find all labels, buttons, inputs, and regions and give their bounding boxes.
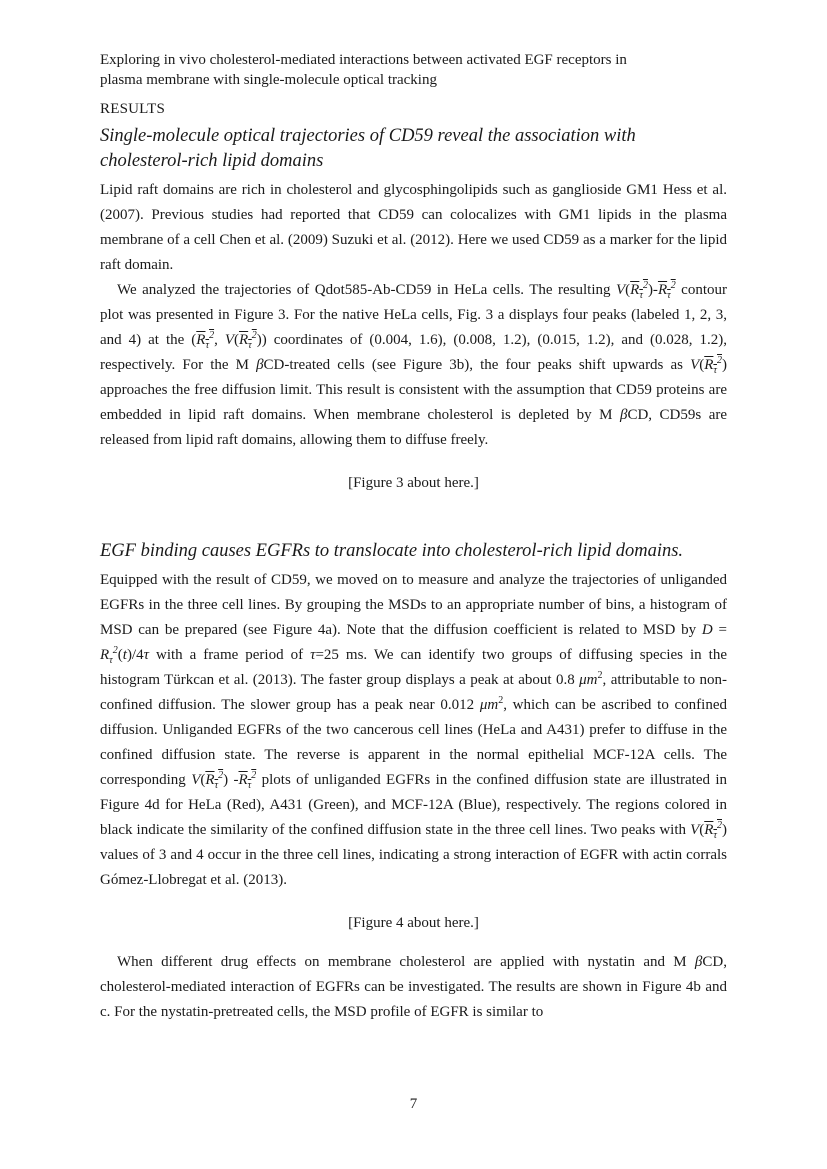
text-run: CD, CD59s are released from lipid raft domains, allowing them to diffuse freely. <box>100 407 727 448</box>
math-beta: β <box>256 357 264 373</box>
text-run: plots of unliganded EGFRs in the confined diffusion state are illustrated in Figure 4d for HeLa (Red), A431 (Green), and MCF-12A (Blue), respectively. The regions colored in black indicate the similarity of the confined diffusion state in the three cell lines. Two peaks with <box>100 772 728 838</box>
subsection-title-line1: Single-molecule optical trajectories of CD59 reveal the association with <box>100 126 636 146</box>
math-v: V <box>690 357 700 373</box>
math-unit: μm <box>479 697 499 713</box>
math-tau: τ <box>143 647 149 663</box>
text-run: We analyzed the trajectories of Qdot585-Ab-CD59 in HeLa cells. The resulting <box>117 282 616 298</box>
text-run: values of 3 and 4 occur in the three cell lines, indicating a strong interaction of EGFR with actin corrals Gómez-Llobregat et al. (2013). <box>100 847 727 888</box>
figure-3-placeholder: [Figure 3 about here.] <box>348 475 479 491</box>
text-run: with a frame period of <box>148 647 311 663</box>
math-beta: β <box>619 407 628 423</box>
math-r: $R_\tau^2$ <box>205 770 224 791</box>
text-run: , attributable to non-confined diffusion. The slower group has a peak near 0.012 <box>100 672 727 713</box>
paragraph-lipid-raft: Lipid raft domains are rich in cholesterol and glycosphingolipids such as ganglioside GM1 Hess et al. (2007). Previous studies had reported that CD59 can colocalizes with GM1 lipids in the plasma membrane of a cell Chen et al. (2009) Suzuki et al. (2012). Here we used CD59 as a marker for the lipid raft domain. <box>100 182 727 273</box>
math-r: $R_\tau^2$ <box>196 330 215 351</box>
figure-4-placeholder: [Figure 4 about here.] <box>348 915 479 931</box>
paragraph-egfr-trajectories: Equipped with the result of CD59, we moved on to measure and analyze the trajectories of unliganded EGFRs in the three cell lines. By grouping the MSDs to an appropriate number of bins, a histogram of MSD can be prepared (see Figure 4a). Note that the diffusion coefficient is related to MSD by $D = R_\tau^2(t)/4\tau$ with a frame period of τ=25 ms. We can identify two groups of diffusing species in the histogram Türkcan et al. (2013). The faster group displays a peak at about 0.8 $\mu m^2$, attributable to non-confined diffusion. The slower group has a peak near 0.012 $\mu m^2$, which can be ascribed to confined diffusion. Unliganded EGFRs of the two cancerous cell lines (HeLa and A431) prefer to diffuse in the confined diffusion state. The reverse is apparent in the normal epithelial MCF-12A cells. The corresponding $V(R_\tau^2)$ $-R_\tau^2$ plots of unliganded EGFRs in the confined diffusion state are illustrated in Figure 4d for HeLa (Red), A431 (Green), and MCF-12A (Blue), respectively. The regions colored in black indicate the similarity of the confined diffusion state in the three cell lines. Two peaks with $V(R_\tau^2)$ values of 3 and 4 occur in the three cell lines, indicating a strong interaction of EGFR with actin corrals Gómez-Llobregat et al. (2013). <box>100 572 728 888</box>
math-v: V <box>224 332 234 348</box>
math-v: V <box>191 772 201 788</box>
page-number: 7 <box>409 1096 418 1112</box>
math-r: $R_\tau^2$ <box>704 355 722 376</box>
text-run: contour plot was presented in Figure 3. For the native HeLa cells, Fig. 3 a displays four peaks (labeled 1, 2, 3, and 4) at the <box>100 282 727 348</box>
text-run: When different drug effects on membrane cholesterol are applied with nystatin and M <box>117 954 695 970</box>
math-beta: β <box>694 954 703 970</box>
running-title-line1: Exploring in vivo cholesterol-mediated interactions between activated EGF receptors in <box>100 52 627 68</box>
running-title <box>100 50 727 90</box>
math-diffusion-eq: D <box>701 622 713 638</box>
subsection-title-cd59 <box>100 124 727 174</box>
math-v-r-vs-r: V <box>616 282 626 298</box>
math-t: t <box>122 647 127 663</box>
math-r: $R_\tau^2$ <box>630 280 648 301</box>
section-title: RESULTS <box>100 101 166 117</box>
text-run: coordinates of (0.004, 1.6), (0.008, 1.2), (0.015, 1.2), and (0.028, 1.2), respectively. For the M <box>100 332 727 373</box>
math-r: $R_\tau^2$ <box>704 820 722 841</box>
math-v: V <box>690 822 700 838</box>
text-run: Equipped with the result of CD59, we moved on to measure and analyze the trajectories of unliganded EGFRs in the three cell lines. By grouping the MSDs to an appropriate number of bins, a histogram of MSD can be prepared (see Figure 4a). Note that the diffusion coefficient is related to MSD by <box>100 572 727 638</box>
text-run: CD, cholesterol-mediated interaction of EGFRs can be investigated. The results are shown in Figure 4b and c. For the nystatin-pretreated cells, the MSD profile of EGFR is similar to <box>100 954 727 1020</box>
text-run: , which can be ascribed to confined diffusion. Unliganded EGFRs of the two cancerous cell lines (HeLa and A431) prefer to diffuse in the confined diffusion state. The reverse is apparent in the normal epithelial MCF-12A cells. The corresponding <box>100 697 728 788</box>
math-r: $R_\tau^2$ <box>238 770 257 791</box>
math-r: $R_\tau^2$ <box>100 645 118 666</box>
subsection-title-line2: cholesterol-rich lipid domains <box>100 151 324 171</box>
math-r: $R_\tau^2$ <box>238 330 257 351</box>
math-unit: μm <box>579 672 598 688</box>
math-r: $R_\tau^2$ <box>657 280 676 301</box>
subsection-title-egf: EGF binding causes EGFRs to translocate into cholesterol-rich lipid domains. <box>100 541 684 561</box>
page <box>100 50 727 1025</box>
text-run: =25 ms. We can identify two groups of diffusing species in the histogram Türkcan et al. (2013). The faster group displays a peak at about 0.8 <box>100 647 727 688</box>
running-title-line2: plasma membrane with single-molecule optical tracking <box>100 72 437 88</box>
text-run: CD-treated cells (see Figure 3b), the four peaks shift upwards as <box>263 357 691 373</box>
paragraph-cd59-trajectories: We analyzed the trajectories of Qdot585-Ab-CD59 in HeLa cells. The resulting $V(R_\tau^2)-R_\tau^2$ contour plot was presented in Figure 3. For the native HeLa cells, Fig. 3 a displays four peaks (labeled 1, 2, 3, and 4) at the ($R_\tau^2$, $V(R_\tau^2)$) coordinates of (0.004, 1.6), (0.008, 1.2), (0.015, 1.2), and (0.028, 1.2), respectively. For the M βCD-treated cells (see Figure 3b), the four peaks shift upwards as $V(R_\tau^2)$ approaches the free diffusion limit. This result is consistent with the assumption that CD59 proteins are embedded in lipid raft domains. When membrane cholesterol is depleted by M βCD, CD59s are released from lipid raft domains, allowing them to diffuse freely. <box>100 280 727 448</box>
paragraph-drug-effects <box>100 950 727 1025</box>
math-tau: τ <box>310 647 316 663</box>
text-run: approaches the free diffusion limit. This result is consistent with the assumption that CD59 proteins are embedded in lipid raft domains. When membrane cholesterol is depleted by M <box>100 382 727 423</box>
